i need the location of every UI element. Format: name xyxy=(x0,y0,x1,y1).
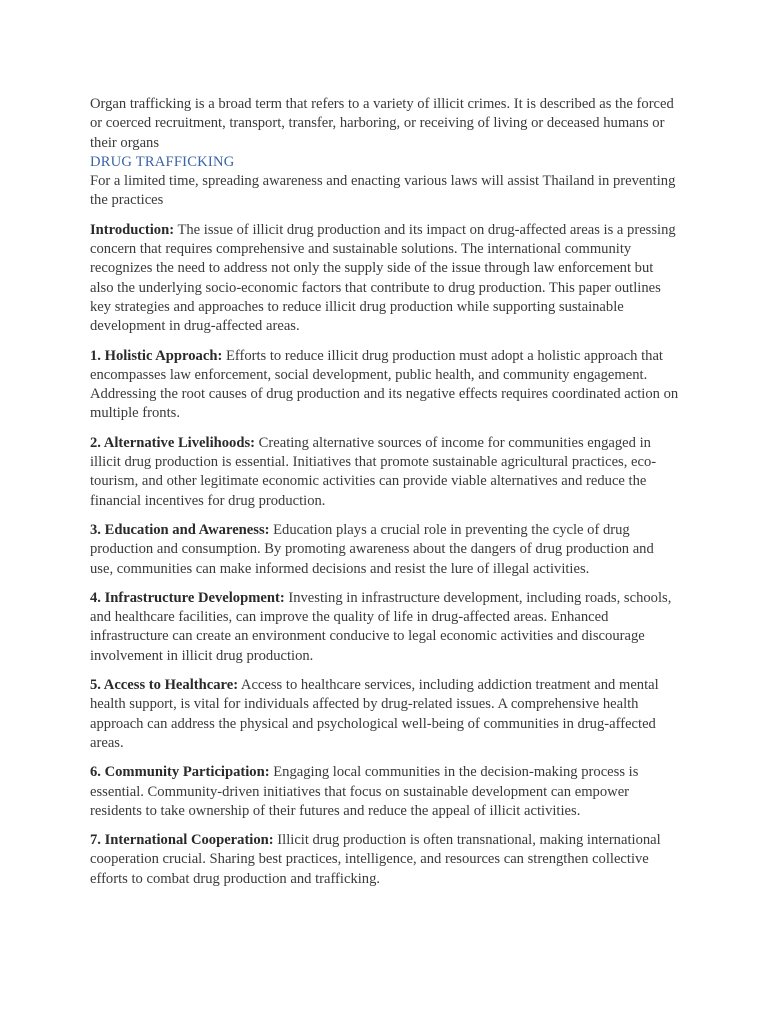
paragraph-title: Introduction: xyxy=(90,221,175,238)
paragraph-title: 5. Access to Healthcare: xyxy=(90,677,239,694)
paragraph-body: Creating alternative sources of income for communities engaged in illicit drug production is essential. Initiatives that promote sustainable agricultural practices, eco-tourism, and other legitimate economic activities can provide viable alternatives and reduce the financial incentives for drug production. xyxy=(90,434,657,509)
paragraph-body: Efforts to reduce illicit drug production must adopt a holistic approach that encompasses law enforcement, social development, public health, and community engagement. Addressing the root causes of drug production and its negative effects requires coordinated action on multiple fronts. xyxy=(90,347,679,422)
opening-paragraph: Organ trafficking is a broad term that refers to a variety of illicit crimes. It is described as the forced or coerced recruitment, transport, transfer, harboring, or receiving of living or deceased humans or their organs xyxy=(90,96,674,151)
paragraph-access-healthcare xyxy=(90,676,680,753)
paragraph-title: 2. Alternative Livelihoods: xyxy=(90,434,255,451)
lead-paragraph: For a limited time, spreading awareness and enacting various laws will assist Thailand in preventing the practices xyxy=(90,173,676,209)
paragraph-body: Investing in infrastructure development, including roads, schools, and healthcare facilities, can improve the quality of life in drug-affected areas. Enhanced infrastructure can create an environment conducive to legal economic activities and discourage involvement in illicit drug production. xyxy=(90,589,672,664)
paragraph-body: Education plays a crucial role in preventing the cycle of drug production and consumption. By promoting awareness about the dangers of drug production and use, communities can make informed decisions and resist the lure of illegal activities. xyxy=(90,521,654,577)
paragraph-body: Illicit drug production is often transnational, making international cooperation crucial. Sharing best practices, intelligence, and resources can strengthen collective efforts to combat drug production and trafficking. xyxy=(90,832,661,887)
section-heading: DRUG TRAFFICKING xyxy=(90,153,235,170)
paragraph-body: The issue of illicit drug production and its impact on drug-affected areas is a pressing concern that requires comprehensive and sustainable solutions. The international community recognizes the need to address not only the supply side of the issue through law enforcement but also the underlying socio-economic factors that contribute to drug production. This paper outlines key strategies and approaches to reduce illicit drug production while supporting sustainable development in drug-affected areas. xyxy=(90,221,676,335)
paragraph-title: 3. Education and Awareness: xyxy=(90,521,270,538)
paragraph-body: Access to healthcare services, including addiction treatment and mental health support, is vital for individuals affected by drug-related issues. A comprehensive health approach can address the physical and psychological well-being of communities in drug-affected areas. xyxy=(90,677,659,751)
paragraph-title: 6. Community Participation: xyxy=(90,764,270,781)
paragraph-introduction xyxy=(90,221,680,337)
paragraph-international-cooperation xyxy=(90,831,680,889)
paragraph-education-awareness xyxy=(90,521,680,579)
paragraph-body: Engaging local communities in the decision-making process is essential. Community-driven initiatives that focus on sustainable development can empower residents to take ownership of their futures and reduce the appeal of illicit activities. xyxy=(90,764,639,819)
paragraph-title: 1. Holistic Approach: xyxy=(90,347,223,364)
paragraph-title: 7. International Cooperation: xyxy=(90,832,274,849)
paragraph-title: 4. Infrastructure Development: xyxy=(90,589,285,606)
document-page xyxy=(90,95,680,899)
paragraph-community-participation xyxy=(90,763,680,821)
paragraph-infrastructure-development xyxy=(90,589,680,666)
paragraph-holistic-approach xyxy=(90,347,680,424)
paragraph-alternative-livelihoods xyxy=(90,434,680,511)
